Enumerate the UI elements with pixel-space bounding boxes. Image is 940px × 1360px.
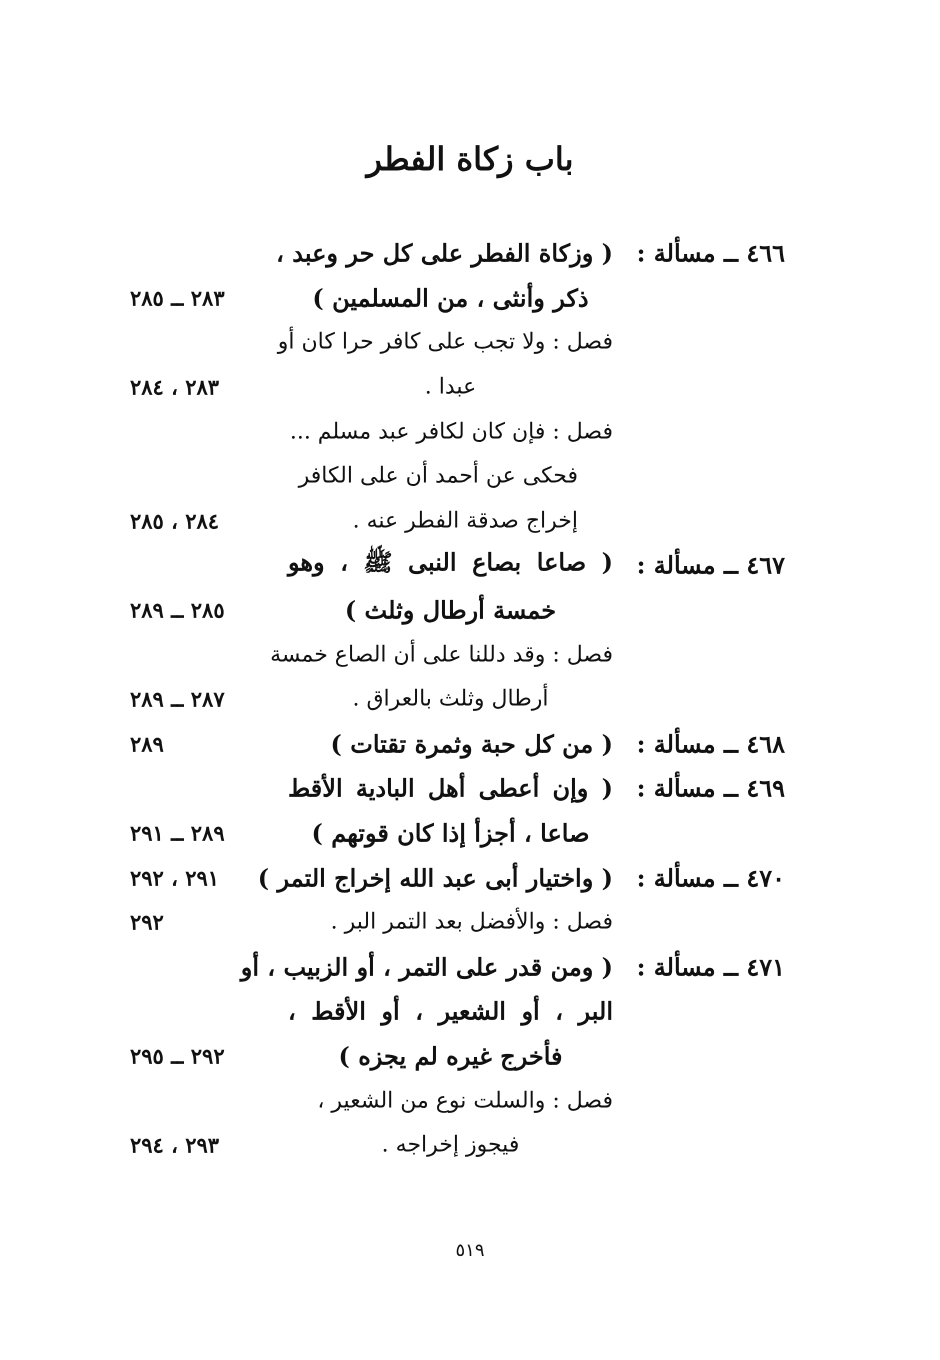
entry-text: ( ومن قدر على التمر ، أو الزبيب ، أو xyxy=(240,952,613,982)
page-reference: ٢٨٧ ــ ٢٨٩ xyxy=(130,686,225,712)
index-row xyxy=(0,900,940,945)
index-row xyxy=(0,677,940,722)
entry-text: فصل : والسلت نوع من الشعير ، xyxy=(317,1088,613,1114)
page-number: ٥١٩ xyxy=(455,1240,485,1261)
entry-text: فصل : وقد دللنا على أن الصاع خمسة xyxy=(270,642,613,668)
index-row xyxy=(0,632,940,677)
entry-text: ( واختيار أبى عبد الله إخراج التمر ) xyxy=(257,863,613,893)
index-row xyxy=(0,276,940,321)
question-marker: ٤٦٨ ــ مسألة : xyxy=(636,729,785,759)
index-row xyxy=(0,454,940,499)
entry-text: فحكى عن أحمد أن على الكافر xyxy=(298,463,578,489)
entry-text: فصل : والأفضل بعد التمر البر . xyxy=(330,909,613,935)
entry-text: فصل : ولا تجب على كافر حرا كان أو xyxy=(277,329,613,355)
entry-text: ( صاعا بصاع النبى ﷺ ، وهو xyxy=(288,547,613,577)
index-row xyxy=(0,588,940,633)
page-reference: ٢٨٤ ، ٢٨٥ xyxy=(130,508,220,534)
index-row xyxy=(0,855,940,900)
page-reference: ٢٩٢ xyxy=(130,909,164,935)
index-row xyxy=(0,766,940,811)
index-row xyxy=(0,1034,940,1079)
page-reference: ٢٨٥ ــ ٢٨٩ xyxy=(130,597,225,623)
entry-text: عبدا . xyxy=(424,374,477,400)
index-row xyxy=(0,1078,940,1123)
page-reference: ٢٨٩ xyxy=(130,731,164,757)
page-reference: ٢٩١ ، ٢٩٢ xyxy=(130,865,220,891)
entry-text: ذكر وأنثى ، من المسلمين ) xyxy=(312,283,589,313)
entry-text: خمسة أرطال وثلث ) xyxy=(344,595,557,625)
index-row xyxy=(0,989,940,1034)
page-reference: ٢٨٩ ــ ٢٩١ xyxy=(130,820,225,846)
question-marker: ٤٧١ ــ مسألة : xyxy=(636,952,785,982)
index-row xyxy=(0,1123,940,1168)
index-row xyxy=(0,231,940,276)
index-row xyxy=(0,945,940,990)
index-row xyxy=(0,409,940,454)
entry-text: ( وزكاة الفطر على كل حر وعبد ، xyxy=(276,238,613,268)
entry-text: فأخرج غيره لم يجزه ) xyxy=(338,1041,563,1071)
index-row xyxy=(0,543,940,588)
page-reference: ٢٨٣ ــ ٢٨٥ xyxy=(130,285,225,311)
index-row xyxy=(0,811,940,856)
entry-text: أرطال وثلث بالعراق . xyxy=(352,686,549,712)
question-marker: ٤٧٠ ــ مسألة : xyxy=(636,863,785,893)
entry-text: فيجوز إخراجه . xyxy=(381,1132,520,1158)
question-marker: ٤٦٦ ــ مسألة : xyxy=(636,238,785,268)
chapter-title: باب زكاة الفطر xyxy=(366,140,574,178)
page-reference: ٢٨٣ ، ٢٨٤ xyxy=(130,374,220,400)
index-row xyxy=(0,499,940,544)
entry-text: فصل : فإن كان لكافر عبد مسلم ... xyxy=(289,419,613,445)
page-reference: ٢٩٣ ، ٢٩٤ xyxy=(130,1132,220,1158)
entry-text: ( وإن أعطى أهل البادية الأقط xyxy=(288,773,613,803)
page-reference: ٢٩٢ ــ ٢٩٥ xyxy=(130,1043,225,1069)
index-row xyxy=(0,722,940,767)
index-entries xyxy=(0,231,940,1167)
index-row xyxy=(0,365,940,410)
entry-text: إخراج صدقة الفطر عنه . xyxy=(352,508,578,534)
entry-text: البر ، أو الشعير ، أو الأقط ، xyxy=(288,996,613,1026)
question-marker: ٤٦٩ ــ مسألة : xyxy=(636,773,785,803)
question-marker: ٤٦٧ ــ مسألة : xyxy=(636,550,785,580)
index-row xyxy=(0,320,940,365)
entry-text: صاعا ، أجزأ إذا كان قوتهم ) xyxy=(311,818,590,848)
entry-text: ( من كل حبة وثمرة تقتات ) xyxy=(330,729,613,759)
